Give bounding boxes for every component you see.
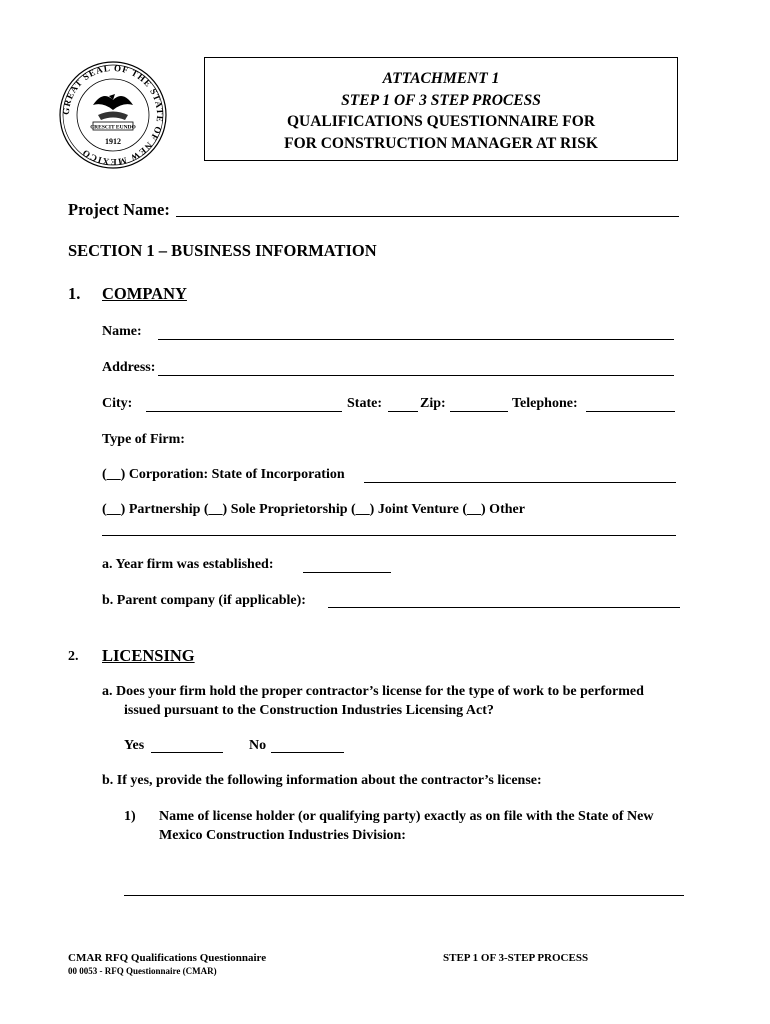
footer-title: CMAR RFQ Qualifications Questionnaire [68, 952, 267, 964]
no-field[interactable] [271, 752, 344, 753]
company-city-field[interactable] [146, 411, 342, 412]
year-established-label: a. Year firm was established: [102, 557, 274, 572]
license-item1-line2: Mexico Construction Industries Division: [159, 828, 406, 843]
project-name-label: Project Name: [68, 200, 170, 219]
company-zip-label: Zip: [420, 396, 446, 411]
company-name-field[interactable] [158, 339, 674, 340]
seal-year: 1912 [105, 137, 121, 146]
firm-type-options[interactable]: (__) Partnership (__) Sole Proprietorship (__) Joint Venture (__) Other [102, 502, 525, 517]
seal-ring-text: GREAT SEAL OF THE STATE OF NEW MEXICO [60, 62, 166, 168]
corporation-option[interactable]: (__) Corporation: State of Incorporation [102, 467, 345, 482]
header-line4: FOR CONSTRUCTION MANAGER AT RISK [284, 134, 598, 152]
parent-company-field[interactable] [328, 607, 680, 608]
parent-company-label: b. Parent company (if applicable): [102, 593, 306, 608]
other-firm-type-field[interactable] [102, 535, 676, 536]
license-item1-line1: Name of license holder (or qualifying party) exactly as on file with the State of New [159, 809, 654, 824]
license-holder-name-field[interactable] [124, 895, 684, 896]
header-line3: QUALIFICATIONS QUESTIONNAIRE FOR [286, 113, 596, 130]
section-title: SECTION 1 – BUSINESS INFORMATION [68, 241, 377, 260]
company-zip-field[interactable] [450, 411, 508, 412]
state-of-incorporation-field[interactable] [364, 482, 676, 483]
company-state-label: State: [347, 396, 382, 411]
company-state-field[interactable] [388, 411, 418, 412]
license-question-b: b. If yes, provide the following information about the contractor’s license: [102, 773, 542, 788]
company-heading: COMPANY [102, 284, 187, 303]
licensing-number: 2. [68, 649, 79, 664]
yes-label: Yes [124, 738, 145, 753]
header-box [204, 57, 678, 161]
project-name-field[interactable] [176, 216, 679, 217]
no-label: No [249, 738, 267, 753]
footer-doc-code: 00 0053 - RFQ Questionnaire (CMAR) [68, 966, 217, 976]
footer-step: STEP 1 OF 3-STEP PROCESS [443, 952, 589, 964]
state-seal-image [53, 60, 173, 170]
license-question-a-line2: issued pursuant to the Construction Industries Licensing Act? [124, 703, 494, 718]
license-item1-number: 1) [124, 809, 136, 824]
seal-banner: CRESCIT EUNDO [90, 124, 136, 131]
header-line1: ATTACHMENT 1 [382, 70, 500, 87]
type-of-firm-label: Type of Firm: [102, 432, 185, 447]
yes-field[interactable] [151, 752, 223, 753]
company-city-label: City: [102, 396, 133, 411]
company-number: 1. [68, 284, 81, 303]
licensing-heading: LICENSING [102, 646, 195, 665]
company-name-label: Name: [102, 324, 142, 339]
company-address-label: Address: [102, 360, 156, 375]
year-established-field[interactable] [303, 572, 391, 573]
header-line2: STEP 1 OF 3 STEP PROCESS [341, 91, 541, 109]
company-telephone-label: Telephone: [512, 396, 578, 411]
company-address-field[interactable] [158, 375, 674, 376]
license-question-a-line1: a. Does your firm hold the proper contractor’s license for the type of work to be performed [102, 684, 644, 699]
company-telephone-field[interactable] [586, 411, 675, 412]
